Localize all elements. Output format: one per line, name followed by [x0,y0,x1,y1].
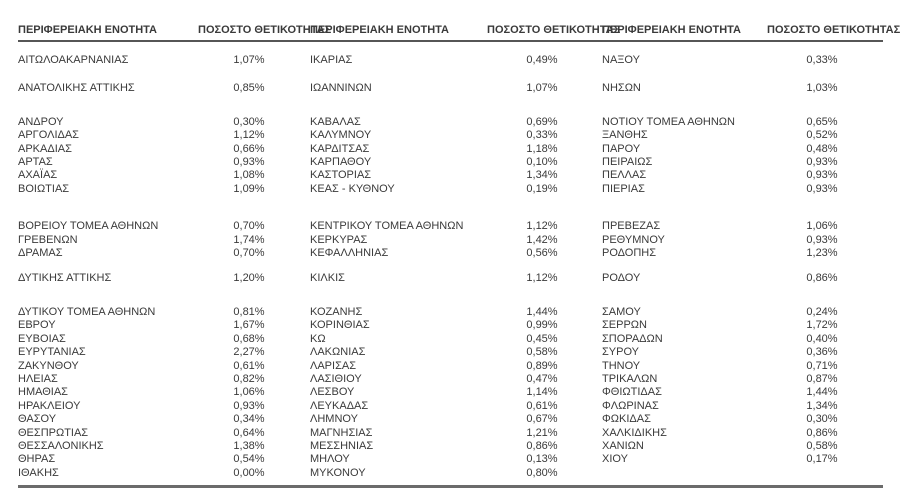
region-name-cell: ΘΕΣΠΡΩΤΙΑΣ [18,426,89,439]
positivity-value-cell: 1,23% [806,247,838,260]
region-name-cell: ΚΑΛΥΜΝΟΥ [310,129,372,142]
region-name-cell: ΕΥΒΟΙΑΣ [18,332,66,345]
positivity-value-cell: 1,03% [806,82,838,95]
positivity-value-cell: 0,56% [526,247,558,260]
region-name-cell: ΧΑΝΙΩΝ [602,439,644,452]
positivity-value-cell: 1,07% [233,54,265,66]
positivity-value-cell: 0,71% [806,359,838,372]
region-name-cell: ΑΝΑΤΟΛΙΚΗΣ ΑΤΤΙΚΗΣ [18,82,135,95]
positivity-value-cell: 0,36% [806,346,838,359]
positivity-value-cell: 0,00% [233,466,265,479]
table-row [18,386,883,399]
region-name-cell: ΙΚΑΡΙΑΣ [310,54,353,66]
table-row [18,82,883,95]
region-name-cell: ΦΘΙΩΤΙΔΑΣ [602,386,662,399]
positivity-value-cell: 0,58% [806,439,838,452]
table-row [18,453,883,466]
positivity-value-cell: 0,93% [233,399,265,412]
region-name-cell: ΑΙΤΩΛΟΑΚΑΡΝΑΝΙΑΣ [18,54,129,66]
positivity-value-cell: 1,72% [806,319,838,332]
positivity-value-cell: 0,66% [233,142,265,155]
region-name-cell: ΚΑΣΤΟΡΙΑΣ [310,169,372,182]
table-row [18,234,883,247]
positivity-value-cell: 0,61% [526,399,558,412]
region-name-cell: ΛΗΜΝΟΥ [310,413,358,426]
positivity-value-cell: 1,08% [233,169,265,182]
positivity-value-cell: 1,67% [233,319,265,332]
region-name-cell: ΡΟΔΟΥ [602,272,641,285]
positivity-value-cell: 0,86% [806,426,838,439]
region-name-cell: ΜΑΓΝΗΣΙΑΣ [310,426,373,439]
positivity-value-cell: 0,82% [233,372,265,385]
positivity-value-cell: 1,20% [233,272,265,285]
table-header-row [18,24,900,42]
region-name-cell: ΘΗΡΑΣ [18,453,56,466]
region-name-cell: ΦΩΚΙΔΑΣ [602,413,651,426]
region-name-cell: ΚΟΡΙΝΘΙΑΣ [310,319,370,332]
region-name-cell: ΣΥΡΟΥ [602,346,640,359]
positivity-value-cell: 1,09% [233,182,265,195]
positivity-value-cell: 0,34% [233,413,265,426]
region-name-cell: ΑΝΔΡΟΥ [18,115,64,128]
region-name-cell: ΙΩΑΝΝΙΝΩΝ [310,82,372,95]
column-header-region: ΠΕΡΙΦΕΡΕΙΑΚΗ ΕΝΟΤΗΤΑ [310,24,450,36]
positivity-value-cell: 0,47% [526,372,558,385]
table-bottom-rule [18,485,883,488]
positivity-value-cell: 1,74% [233,233,265,246]
positivity-value-cell: 0,93% [806,169,838,182]
region-name-cell: ΛΕΥΚΑΔΑΣ [310,399,369,412]
region-name-cell: ΒΟΙΩΤΙΑΣ [18,182,70,195]
positivity-value-cell: 1,18% [526,142,558,155]
region-name-cell: ΠΡΕΒΕΖΑΣ [602,220,661,233]
positivity-value-cell: 0,30% [233,115,265,128]
table-row [18,306,883,319]
positivity-value-cell: 1,12% [526,220,558,233]
positivity-value-cell: 0,85% [233,82,265,95]
region-name-cell: ΣΠΟΡΑΔΩΝ [602,332,663,345]
region-name-cell: ΕΒΡΟΥ [18,319,56,332]
region-name-cell: ΚΕΦΑΛΛΗΝΙΑΣ [310,247,389,260]
region-name-cell: ΑΡΓΟΛΙΔΑΣ [18,129,79,142]
positivity-value-cell: 1,07% [526,82,558,95]
column-header-positivity: ΠΟΣΟΣΤΟ ΘΕΤΙΚΟΤΗΤΑΣ [767,24,900,36]
positivity-table [18,24,900,488]
region-name-cell: ΝΑΞΟΥ [602,54,640,66]
positivity-value-cell: 0,93% [806,182,838,195]
positivity-value-cell: 0,86% [526,439,558,452]
column-header-positivity: ΠΟΣΟΣΤΟ ΘΕΤΙΚΟΤΗΤΑΣ [487,24,621,36]
region-name-cell: ΗΛΕΙΑΣ [18,372,58,385]
table-row [18,220,883,233]
region-name-cell: ΠΙΕΡΙΑΣ [602,182,645,195]
region-name-cell: ΝΟΤΙΟΥ ΤΟΜΕΑ ΑΘΗΝΩΝ [602,115,735,128]
region-name-cell: ΗΜΑΘΙΑΣ [18,386,68,399]
region-name-cell: ΧΑΛΚΙΔΙΚΗΣ [602,426,667,439]
positivity-value-cell: 0,93% [806,233,838,246]
column-header-positivity: ΠΟΣΟΣΤΟ ΘΕΤΙΚΟΤΗΤΑΣ [198,24,332,36]
positivity-value-cell: 0,40% [806,332,838,345]
positivity-value-cell: 1,44% [526,305,558,318]
positivity-value-cell: 0,33% [526,129,558,142]
positivity-value-cell: 0,17% [806,453,838,466]
positivity-value-cell: 0,10% [526,156,558,169]
region-name-cell: ΠΕΛΛΑΣ [602,169,647,182]
region-name-cell: ΖΑΚΥΝΘΟΥ [18,359,79,372]
region-name-cell: ΔΥΤΙΚΟΥ ΤΟΜΕΑ ΑΘΗΝΩΝ [18,305,156,318]
positivity-value-cell: 1,44% [806,386,838,399]
table-row [18,333,883,346]
region-name-cell: ΠΑΡΟΥ [602,142,641,155]
region-name-cell: ΚΕΑΣ - ΚΥΘΝΟΥ [310,182,395,195]
region-name-cell: ΑΧΑΪΑΣ [18,169,58,182]
table-row [18,143,883,156]
positivity-value-cell: 0,19% [526,182,558,195]
region-name-cell: ΦΛΩΡΙΝΑΣ [602,399,659,412]
positivity-value-cell: 0,93% [233,156,265,169]
region-name-cell: ΣΕΡΡΩΝ [602,319,647,332]
positivity-value-cell: 1,38% [233,439,265,452]
positivity-value-cell: 0,52% [806,129,838,142]
table-row [18,346,883,359]
column-header-region: ΠΕΡΙΦΕΡΕΙΑΚΗ ΕΝΟΤΗΤΑ [602,24,742,36]
table-row [18,427,883,440]
region-name-cell: ΜΕΣΣΗΝΙΑΣ [310,439,374,452]
positivity-value-cell: 1,12% [526,272,558,285]
table-row [18,467,883,480]
positivity-value-cell: 0,45% [526,332,558,345]
table-row [18,156,883,169]
region-name-cell: ΠΕΙΡΑΙΩΣ [602,156,653,169]
positivity-value-cell: 0,54% [233,453,265,466]
positivity-value-cell: 0,48% [806,142,838,155]
column-header-region: ΠΕΡΙΦΕΡΕΙΑΚΗ ΕΝΟΤΗΤΑ [18,24,158,36]
table-row [18,440,883,453]
table-row [18,183,883,196]
region-name-cell: ΜΥΚΟΝΟΥ [310,466,366,479]
positivity-value-cell: 2,27% [233,346,265,359]
region-name-cell: ΛΑΡΙΣΑΣ [310,359,357,372]
table-row [18,129,883,142]
table-row [18,169,883,182]
table-row [18,116,883,129]
region-name-cell: ΛΑΚΩΝΙΑΣ [310,346,366,359]
region-name-cell: ΚΑΡΠΑΘΟΥ [310,156,372,169]
positivity-value-cell: 0,65% [806,115,838,128]
region-name-cell: ΤΡΙΚΑΛΩΝ [602,372,658,385]
table-row [18,272,883,285]
positivity-value-cell: 0,87% [806,372,838,385]
table-row [18,54,883,67]
region-name-cell: ΑΡΚΑΔΙΑΣ [18,142,72,155]
table-row [18,413,883,426]
table-row [18,400,883,413]
region-name-cell: ΝΗΣΩΝ [602,82,641,95]
region-name-cell: ΘΑΣΟΥ [18,413,57,426]
table-row [18,373,883,386]
region-name-cell: ΛΕΣΒΟΥ [310,386,355,399]
positivity-value-cell: 0,86% [806,272,838,285]
positivity-value-cell: 0,49% [526,54,558,66]
region-name-cell: ΗΡΑΚΛΕΙΟΥ [18,399,81,412]
region-name-cell: ΔΥΤΙΚΗΣ ΑΤΤΙΚΗΣ [18,272,112,285]
region-name-cell: ΘΕΣΣΑΛΟΝΙΚΗΣ [18,439,104,452]
region-name-cell: ΙΘΑΚΗΣ [18,466,59,479]
region-name-cell: ΑΡΤΑΣ [18,156,53,169]
positivity-value-cell: 0,13% [526,453,558,466]
region-name-cell: ΒΟΡΕΙΟΥ ΤΟΜΕΑ ΑΘΗΝΩΝ [18,220,159,233]
region-name-cell: ΚΕΡΚΥΡΑΣ [310,233,368,246]
table-body [18,54,883,480]
positivity-value-cell: 1,34% [526,169,558,182]
region-name-cell: ΜΗΛΟΥ [310,453,350,466]
positivity-value-cell: 1,06% [233,386,265,399]
positivity-value-cell: 0,58% [526,346,558,359]
region-name-cell: ΚΕΝΤΡΙΚΟΥ ΤΟΜΕΑ ΑΘΗΝΩΝ [310,220,464,233]
positivity-value-cell: 0,80% [526,466,558,479]
positivity-value-cell: 0,93% [806,156,838,169]
positivity-value-cell: 0,70% [233,247,265,260]
region-name-cell: ΚΩ [310,332,326,345]
region-name-cell: ΡΟΔΟΠΗΣ [602,247,657,260]
region-name-cell: ΚΑΒΑΛΑΣ [310,115,361,128]
region-name-cell: ΤΗΝΟΥ [602,359,641,372]
table-row [18,319,883,332]
region-name-cell: ΡΕΘΥΜΝΟΥ [602,233,665,246]
positivity-value-cell: 1,21% [526,426,558,439]
region-name-cell: ΣΑΜΟΥ [602,305,641,318]
region-name-cell: ΚΙΛΚΙΣ [310,272,345,285]
positivity-value-cell: 0,33% [806,54,838,66]
positivity-value-cell: 0,64% [233,426,265,439]
region-name-cell: ΔΡΑΜΑΣ [18,247,63,260]
region-name-cell: ΞΑΝΘΗΣ [602,129,648,142]
positivity-value-cell: 0,61% [233,359,265,372]
positivity-value-cell: 0,81% [233,305,265,318]
positivity-value-cell: 1,34% [806,399,838,412]
positivity-value-cell: 0,99% [526,319,558,332]
positivity-value-cell: 0,24% [806,305,838,318]
table-row [18,360,883,373]
positivity-value-cell: 0,68% [233,332,265,345]
positivity-value-cell: 0,70% [233,220,265,233]
positivity-value-cell: 1,14% [526,386,558,399]
positivity-value-cell: 0,30% [806,413,838,426]
region-name-cell: ΧΙΟΥ [602,453,628,466]
region-name-cell: ΛΑΣΙΘΙΟΥ [310,372,362,385]
region-name-cell: ΕΥΡΥΤΑΝΙΑΣ [18,346,86,359]
positivity-value-cell: 1,12% [233,129,265,142]
positivity-value-cell: 0,67% [526,413,558,426]
table-row [18,247,883,260]
region-name-cell: ΚΑΡΔΙΤΣΑΣ [310,142,370,155]
positivity-value-cell: 0,69% [526,115,558,128]
region-name-cell: ΚΟΖΑΝΗΣ [310,305,363,318]
positivity-value-cell: 0,89% [526,359,558,372]
positivity-value-cell: 1,42% [526,233,558,246]
region-name-cell: ΓΡΕΒΕΝΩΝ [18,233,78,246]
positivity-value-cell: 1,06% [806,220,838,233]
